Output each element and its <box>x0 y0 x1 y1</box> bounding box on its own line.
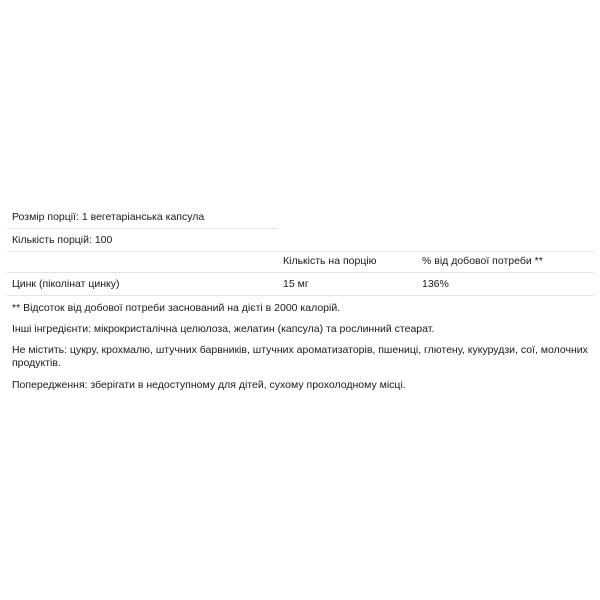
daily-value-header: % від добової потреби ** <box>422 255 543 267</box>
does-not-contain-note: Не містить: цукру, крохмалю, штучних барвників, штучних ароматизаторів, пшениці, глютену, кукурудзи, сої, молочних продуктів. <box>12 344 588 369</box>
servings-per-container-row <box>7 229 594 252</box>
serving-size-row <box>7 206 278 229</box>
other-ingredients-note: Інші інгредієнти: мікрокристалічна целюлоза, желатин (капсула) та рослинний стеарат. <box>12 323 435 335</box>
warning-note: Попередження: зберігати в недоступному для дітей, сухому прохолодному місці. <box>12 379 406 391</box>
amount-per-serving-header: Кількість на порцію <box>283 255 377 267</box>
servings-per-container-text: Кількість порцій: 100 <box>12 234 113 246</box>
nutrient-name: Цинк (піколінат цинку) <box>12 278 120 290</box>
serving-size-text: Розмір порції: 1 вегетаріанська капсула <box>12 211 205 223</box>
nutrient-amount: 15 мг <box>283 278 309 290</box>
nutrient-daily-value: 136% <box>422 278 449 290</box>
notes-section <box>12 302 588 400</box>
column-header-row <box>7 252 594 273</box>
daily-value-footnote: ** Відсоток від добової потреби заснований на дієті в 2000 калорій. <box>12 302 341 314</box>
nutrient-row <box>7 273 594 296</box>
supplement-facts-table <box>7 206 594 296</box>
